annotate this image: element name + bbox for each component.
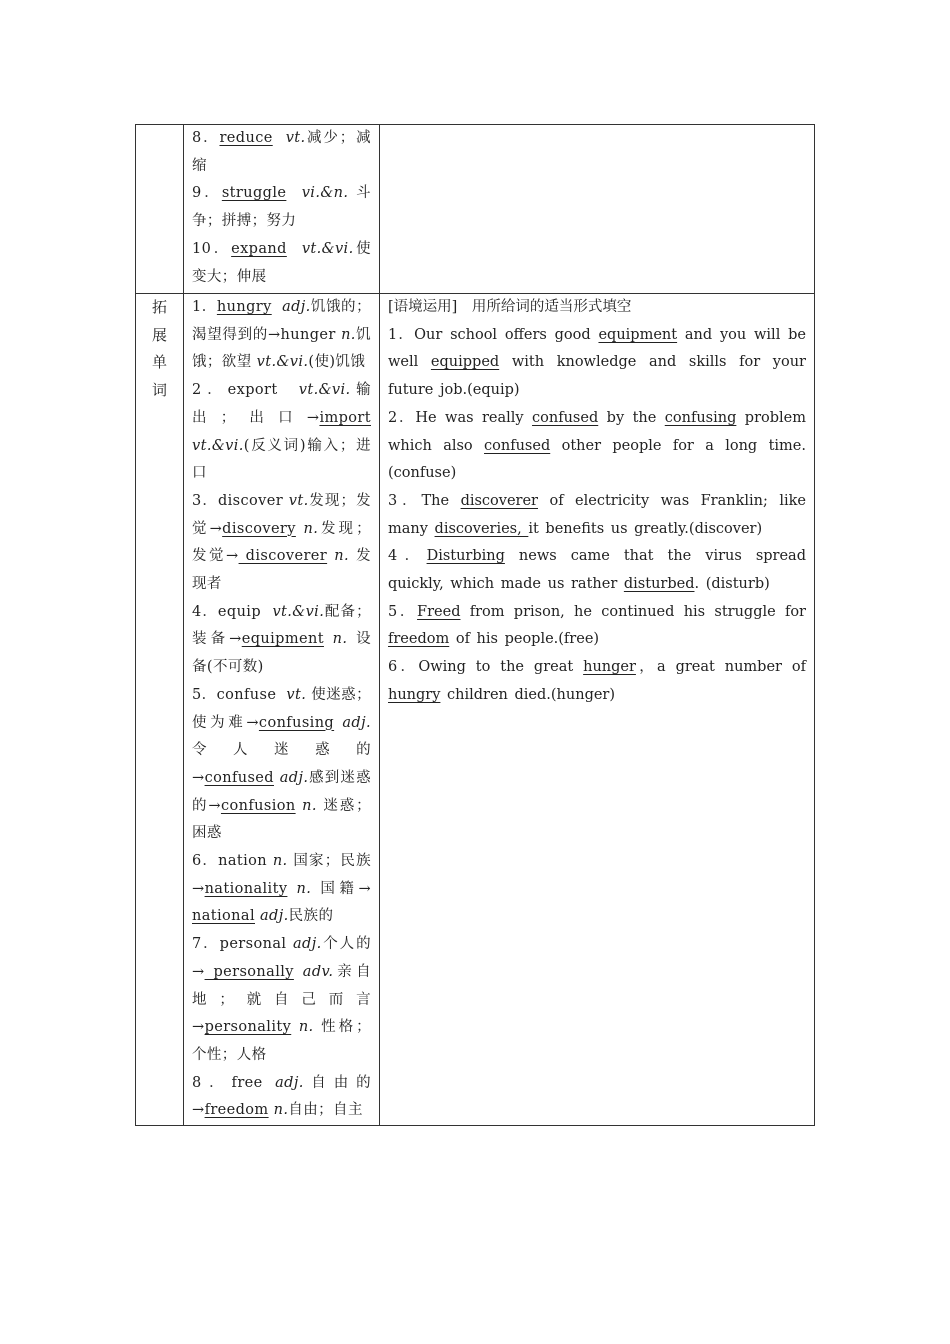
vocab-item: [192, 599, 371, 682]
part-of-speech: adj.: [279, 769, 309, 786]
item-number: 9．: [192, 185, 222, 202]
arrow: →: [192, 1019, 205, 1036]
answer-word: discoveries,: [434, 520, 529, 537]
definition: 饥饿；欲望: [192, 326, 372, 371]
definition: (反义词)输入；进口: [192, 437, 371, 482]
answer-word: expand: [231, 240, 287, 257]
definition: 自由的: [303, 1074, 372, 1091]
word: hunger: [280, 326, 336, 343]
answer-word: freedom: [204, 1102, 269, 1119]
part-of-speech: adj.: [275, 1074, 304, 1091]
part-of-speech: vt.&vi.: [192, 437, 244, 454]
part-of-speech: vt.&vi.: [272, 603, 325, 620]
section-label-char: 拓: [151, 298, 167, 316]
part-of-speech: vt.: [286, 686, 307, 703]
vocab-item: [192, 488, 371, 599]
sentence-text: Our school offers good: [414, 326, 599, 343]
definition: 迷惑；困惑: [192, 797, 372, 842]
answer-word: confusing: [664, 409, 737, 426]
arrow: →: [229, 631, 242, 648]
part-of-speech: n.: [334, 548, 349, 565]
part-of-speech: adj.: [260, 908, 289, 925]
part-of-speech: n.: [341, 326, 356, 343]
definition: 设备(不可数): [192, 631, 372, 676]
answer-word: confused: [484, 437, 551, 454]
word: discover: [217, 492, 284, 509]
sentence-text: The: [421, 492, 461, 509]
answer-word: equipment: [598, 326, 678, 343]
section-label: [136, 294, 184, 1126]
part-of-speech: n.: [273, 1102, 289, 1119]
arrow: →: [192, 769, 205, 786]
item-number: 2．: [388, 409, 416, 426]
arrow: →: [192, 880, 205, 897]
word: equip: [217, 603, 262, 620]
answer-word: hunger: [583, 659, 636, 676]
answer-word: struggle: [221, 185, 287, 202]
arrow: →: [226, 548, 239, 565]
vocab-cell-continued: [184, 125, 380, 294]
sentence-text: news came that the virus spread quickly, which made us rather: [388, 548, 806, 593]
word: nation: [218, 853, 268, 870]
part-of-speech: n.: [298, 1019, 314, 1036]
answer-word: personality: [204, 1019, 292, 1036]
definition: 输出；出口: [192, 382, 371, 426]
item-number: 8．: [192, 1074, 232, 1091]
definition: 使迷惑；使为难: [192, 686, 371, 731]
sentence-text: of electricity was Franklin; like many: [388, 492, 807, 537]
part-of-speech: n.: [302, 797, 317, 814]
sentence-text: Owing to the great: [418, 659, 584, 676]
practice-sentence: [388, 654, 806, 709]
practice-cell: [380, 294, 815, 1126]
vocab-item: [192, 294, 371, 377]
practice-sentence: [388, 543, 806, 598]
definition: 配备；装备: [192, 603, 371, 648]
definition: 减少；减缩: [192, 130, 371, 174]
section-label-char: 词: [151, 381, 167, 400]
definition: 饥饿的；渴望得到的: [192, 299, 371, 343]
vocab-item: [192, 848, 371, 931]
section-label-char: 展: [151, 325, 167, 344]
item-number: 2．: [192, 382, 228, 399]
item-number: 7．: [192, 936, 220, 953]
arrow: →: [358, 880, 371, 897]
item-number: 3．: [388, 492, 422, 509]
practice-sentence: [388, 322, 806, 405]
vocabulary-table: [135, 124, 815, 1126]
part-of-speech: vi.&n.: [301, 185, 349, 202]
answer-word: discovery: [222, 520, 296, 537]
answer-word: reduce: [219, 130, 273, 146]
definition: 令人迷惑的: [192, 742, 371, 759]
practice-sentence: [388, 405, 806, 488]
definition: 自由；自主: [288, 1102, 363, 1119]
part-of-speech: adj.: [293, 936, 322, 953]
word: confuse: [216, 686, 277, 703]
part-of-speech: adj.: [342, 714, 371, 731]
definition: 发现；发觉: [192, 520, 372, 565]
sentence-text: from prison, he continued his struggle for: [460, 603, 806, 620]
vocab-item: [192, 180, 371, 235]
practice-cell-empty: [380, 125, 815, 294]
answer-word: disturbed: [623, 576, 695, 593]
answer-word: confusion: [220, 797, 296, 814]
part-of-speech: adv.: [302, 963, 334, 980]
word: personal: [219, 936, 287, 953]
definition: 亲自地；就自己而言: [192, 963, 371, 1008]
part-of-speech: adj.: [282, 299, 311, 315]
part-of-speech: vt.&vi.: [301, 240, 354, 257]
practice-header: [语境运用] 用所给词的适当形式填空: [388, 299, 632, 315]
sentence-text: ，a great number of: [635, 659, 806, 676]
answer-word: nationality: [204, 880, 288, 897]
vocab-item: [192, 125, 371, 180]
definition: 个人的: [321, 936, 371, 953]
sentence-text: children died.(hunger): [440, 686, 616, 703]
sentence-text: and you will be well: [388, 326, 806, 371]
practice-sentence: [388, 488, 806, 543]
part-of-speech: n.: [332, 631, 348, 648]
definition: 感到迷惑的: [192, 769, 371, 814]
arrow: →: [209, 520, 223, 537]
sentence-text: by the: [598, 409, 665, 426]
answer-word: confused: [204, 769, 274, 786]
sentence-text: of his people.(free): [449, 631, 600, 648]
item-number: 6．: [192, 853, 219, 870]
item-number: 4．: [388, 548, 427, 565]
definition: 斗争；拼搏；努力: [192, 185, 371, 230]
definition: 发现者: [192, 548, 371, 593]
definition: 性格；个性；人格: [192, 1019, 372, 1063]
answer-word: equipped: [430, 354, 500, 371]
table-row: [136, 125, 815, 294]
sentence-text: with knowledge and skills for your future job.(equip): [388, 354, 806, 399]
item-number: 5．: [192, 686, 217, 703]
sentence-text: it benefits us greatly.(discover): [528, 520, 763, 537]
item-number: 5．: [388, 603, 418, 620]
table-row: [136, 294, 815, 1126]
answer-word: import: [319, 409, 371, 426]
item-number: 8．: [192, 130, 220, 146]
item-number: 4．: [192, 603, 218, 620]
definition: 国家；民族: [293, 853, 371, 870]
definition: 发现；发觉: [192, 492, 372, 537]
extended-vocab-cell: [184, 294, 380, 1126]
definition: 使变大；伸展: [192, 240, 371, 285]
sentence-text: . (disturb): [694, 576, 770, 593]
answer-word: personally: [204, 963, 294, 980]
answer-word: hungry: [216, 299, 272, 315]
answer-word: discoverer: [238, 548, 328, 565]
answer-word: confusing: [258, 714, 335, 731]
answer-word: Disturbing: [426, 548, 505, 565]
part-of-speech: vt.: [288, 492, 309, 509]
arrow: →: [208, 797, 221, 814]
part-of-speech: n.: [272, 853, 288, 870]
answer-word: hungry: [388, 686, 441, 703]
item-number: 10．: [192, 240, 232, 257]
arrow: →: [192, 963, 205, 980]
item-number: 6．: [388, 659, 419, 676]
part-of-speech: n.: [303, 520, 319, 537]
arrow: →: [306, 409, 320, 426]
side-label-cell-empty: [136, 125, 184, 294]
word: export: [227, 382, 278, 399]
vocab-item: [192, 1070, 371, 1125]
answer-word: confused: [532, 409, 599, 426]
practice-sentence: [388, 599, 806, 654]
part-of-speech: vt.&vi.: [298, 382, 351, 399]
arrow: →: [267, 326, 281, 343]
definition: 国籍: [320, 880, 359, 897]
section-label-char: 单: [151, 353, 167, 372]
vocab-item: [192, 236, 371, 291]
vocab-item: [192, 377, 371, 488]
part-of-speech: n.: [296, 880, 312, 897]
definition: 民族的: [288, 908, 334, 925]
part-of-speech: vt.&vi.: [256, 354, 309, 371]
answer-word: freedom: [388, 631, 450, 648]
item-number: 1．: [192, 299, 217, 315]
answer-word: national: [192, 908, 255, 925]
item-number: 3．: [192, 492, 218, 509]
arrow: →: [246, 714, 259, 731]
word: free: [231, 1074, 263, 1091]
vocab-item: [192, 682, 371, 848]
sentence-text: problem which also: [388, 409, 806, 454]
definition: (使)饥饿: [308, 354, 366, 371]
answer-word: discoverer: [460, 492, 538, 509]
arrow: →: [192, 1102, 205, 1119]
part-of-speech: vt.: [285, 130, 306, 146]
answer-word: Freed: [417, 603, 461, 620]
sentence-text: He was really: [415, 409, 533, 426]
sentence-text: other people for a long time.(confuse): [388, 437, 806, 482]
item-number: 1．: [388, 326, 415, 343]
answer-word: equipment: [241, 631, 324, 648]
vocab-item: [192, 931, 371, 1070]
